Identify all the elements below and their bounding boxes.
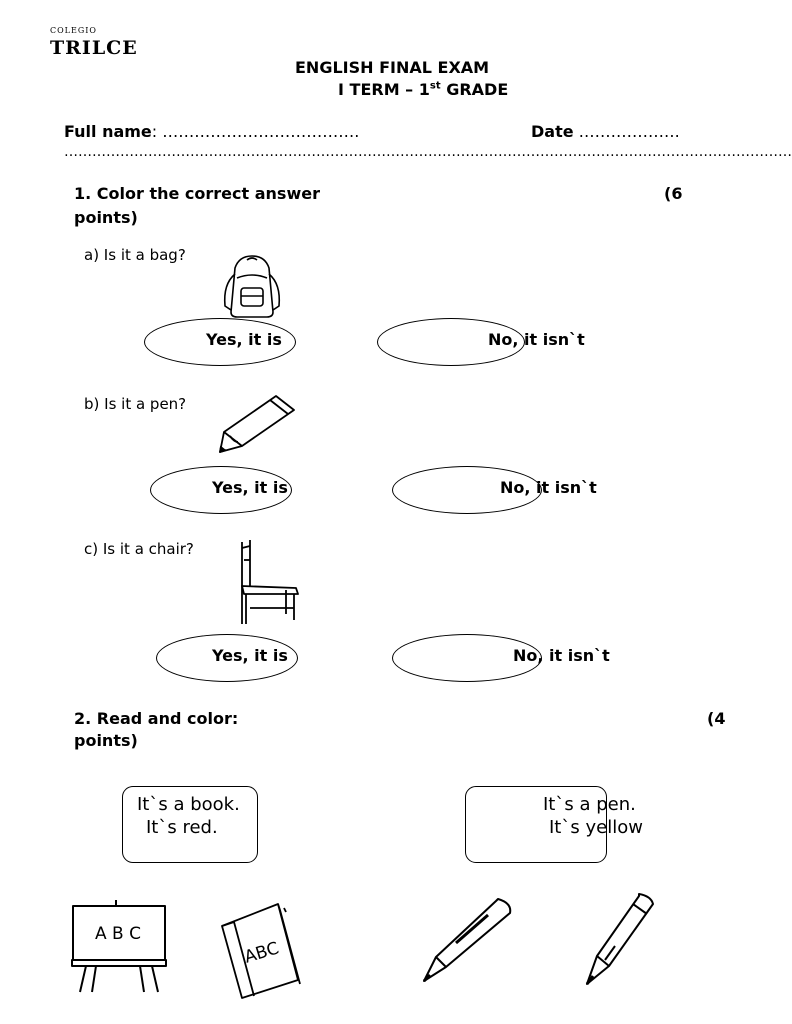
answer-c-no[interactable]: No, it isn`t [513,646,610,665]
instruction-book-line2: It`s red. [146,817,218,838]
instruction-pen-line2: It`s yellow [549,817,643,838]
date-field[interactable] [531,122,680,141]
answer-b-yes[interactable]: Yes, it is [212,478,288,497]
pen-icon[interactable] [420,895,516,985]
section-1-points-label: points) [74,208,138,227]
full-name-field[interactable]: Full name: ………………………………. [64,122,360,141]
exam-subtitle: I TERM – 1st GRADE [338,80,509,99]
book-icon[interactable] [218,900,302,1000]
instruction-pen-line1: It`s a pen. [543,794,636,815]
full-name-label: Full name [64,122,152,141]
school-logo-name: TRILCE [50,37,138,59]
answer-a-yes[interactable]: Yes, it is [206,330,282,349]
section-1-points: (6 [664,184,683,203]
instruction-book-line1: It`s a book. [137,794,240,815]
backpack-icon [219,254,285,320]
chalkboard-icon[interactable] [70,898,168,994]
section-2-points-label: points) [74,731,138,750]
question-a: a) Is it a bag? [84,246,186,264]
chalkboard-text: A B C [95,924,141,944]
full-name-blank[interactable]: ………………………………. [162,122,360,141]
school-logo-prefix: COLEGIO [50,26,97,35]
section-2-points: (4 [707,709,726,728]
exam-title: ENGLISH FINAL EXAM [295,58,490,77]
answer-b-no[interactable]: No, it isn`t [500,478,597,497]
pencil-icon[interactable] [585,890,657,988]
question-b: b) Is it a pen? [84,395,187,413]
answer-a-no[interactable]: No, it isn`t [488,330,585,349]
book-cover-text: ABC [242,938,282,968]
answer-c-yes[interactable]: Yes, it is [212,646,288,665]
date-blank[interactable]: ………………. [573,122,680,141]
date-label: Date [531,122,574,141]
chair-icon [236,538,300,626]
question-c: c) Is it a chair? [84,540,194,558]
pencil-icon [218,392,298,456]
section-2-title: 2. Read and color: [74,709,239,728]
name-continuation-line[interactable]: ………………………………………………………………………………………………………………………………………… [64,144,792,160]
section-1-title: 1. Color the correct answer [74,184,320,203]
